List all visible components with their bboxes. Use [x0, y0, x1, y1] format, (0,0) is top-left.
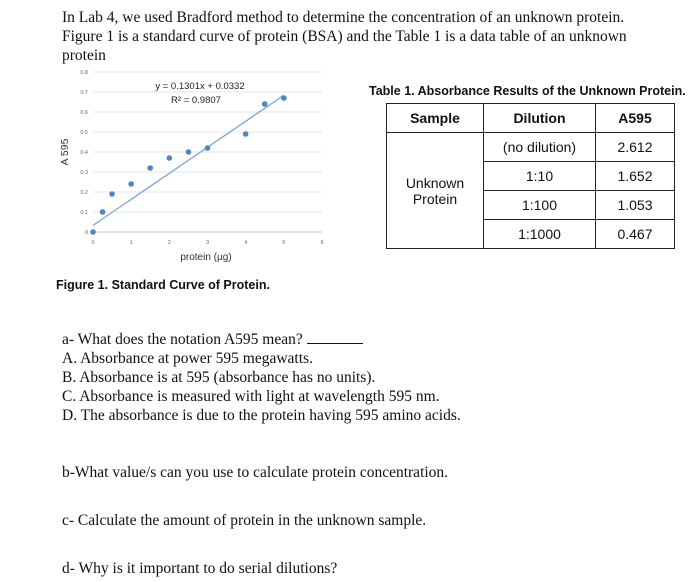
y-axis-title: A 595	[59, 138, 71, 166]
dilution-cell: (no dilution)	[484, 133, 596, 162]
option-a: A. Absorbance at power 595 megawatts.	[62, 350, 313, 367]
question-c: c- Calculate the amount of protein in the unknown sample.	[62, 512, 427, 529]
answer-blank	[307, 331, 363, 344]
y-tick-label: 0.5	[80, 130, 88, 136]
data-point	[128, 181, 134, 187]
data-point	[147, 165, 153, 171]
x-tick-label: 2	[167, 240, 171, 246]
y-tick-label: 0	[84, 230, 88, 236]
question-d: d- Why is it important to do serial dilutions?	[62, 560, 338, 577]
sample-line-1: Unknown	[405, 174, 465, 191]
question-a-text: a- What does the notation A595 mean?	[62, 331, 303, 348]
trendline-equation: y = 0.1301x + 0.0332	[155, 81, 245, 92]
x-tick-label: 3	[205, 240, 210, 246]
data-point	[167, 155, 173, 161]
table-header-row	[387, 104, 675, 133]
table-row	[387, 133, 675, 162]
x-tick-label: 6	[320, 240, 324, 246]
y-tick-label: 0.3	[80, 170, 88, 176]
data-point	[262, 101, 268, 107]
figure-caption: Figure 1. Standard Curve of Protein.	[56, 278, 270, 292]
table-title: Table 1. Absorbance Results of the Unknown Protein.	[369, 84, 686, 98]
header-sample: Sample	[387, 104, 484, 133]
data-point	[205, 145, 211, 151]
data-point	[90, 229, 96, 235]
data-point	[186, 149, 192, 155]
x-tick-label: 1	[129, 240, 133, 246]
absorbance-table	[386, 103, 675, 249]
x-tick-label: 5	[282, 240, 286, 246]
option-b: B. Absorbance is at 595 (absorbance has no units).	[62, 369, 376, 386]
y-tick-label: 0.8	[80, 70, 88, 76]
y-tick-label: 0.4	[80, 150, 88, 156]
y-tick-label: 0.2	[80, 190, 88, 196]
sample-line-2: Protein	[412, 190, 458, 207]
data-point	[281, 95, 287, 101]
sample-cell	[387, 133, 484, 249]
x-tick-label: 0	[91, 240, 95, 246]
question-a	[62, 330, 461, 349]
y-tick-label: 0.1	[80, 210, 88, 216]
y-tick-label: 0.6	[80, 110, 88, 116]
r-squared-label: R² = 0.9807	[171, 95, 221, 106]
a595-cell: 2.612	[596, 133, 675, 162]
dilution-cell: 1:10	[484, 162, 596, 191]
header-dilution: Dilution	[484, 104, 596, 133]
dilution-cell: 1:100	[484, 191, 596, 220]
intro-line-2: Figure 1 is a standard curve of protein (BSA) and the Table 1 is a data table of an unknown	[62, 28, 627, 45]
standard-curve-chart	[56, 64, 346, 274]
intro-paragraph	[62, 8, 682, 65]
a595-cell: 1.053	[596, 191, 675, 220]
intro-line-3: protein	[62, 47, 106, 64]
x-tick-label: 4	[244, 240, 248, 246]
questions-section	[62, 330, 461, 578]
header-a595: A595	[596, 104, 675, 133]
option-d: D. The absorbance is due to the protein having 595 amino acids.	[62, 407, 461, 424]
a595-cell: 1.652	[596, 162, 675, 191]
intro-line-1: In Lab 4, we used Bradford method to determine the concentration of an unknown protein.	[62, 9, 625, 26]
option-c: C. Absorbance is measured with light at wavelength 595 nm.	[62, 388, 440, 405]
data-point	[109, 191, 115, 197]
dilution-cell: 1:1000	[484, 220, 596, 249]
data-point	[243, 131, 249, 137]
a595-cell: 0.467	[596, 220, 675, 249]
trendline	[93, 95, 284, 225]
x-axis-title: protein (µg)	[180, 252, 232, 263]
y-tick-label: 0.7	[80, 90, 88, 96]
data-point	[100, 209, 106, 215]
question-b: b-What value/s can you use to calculate protein concentration.	[62, 464, 449, 481]
